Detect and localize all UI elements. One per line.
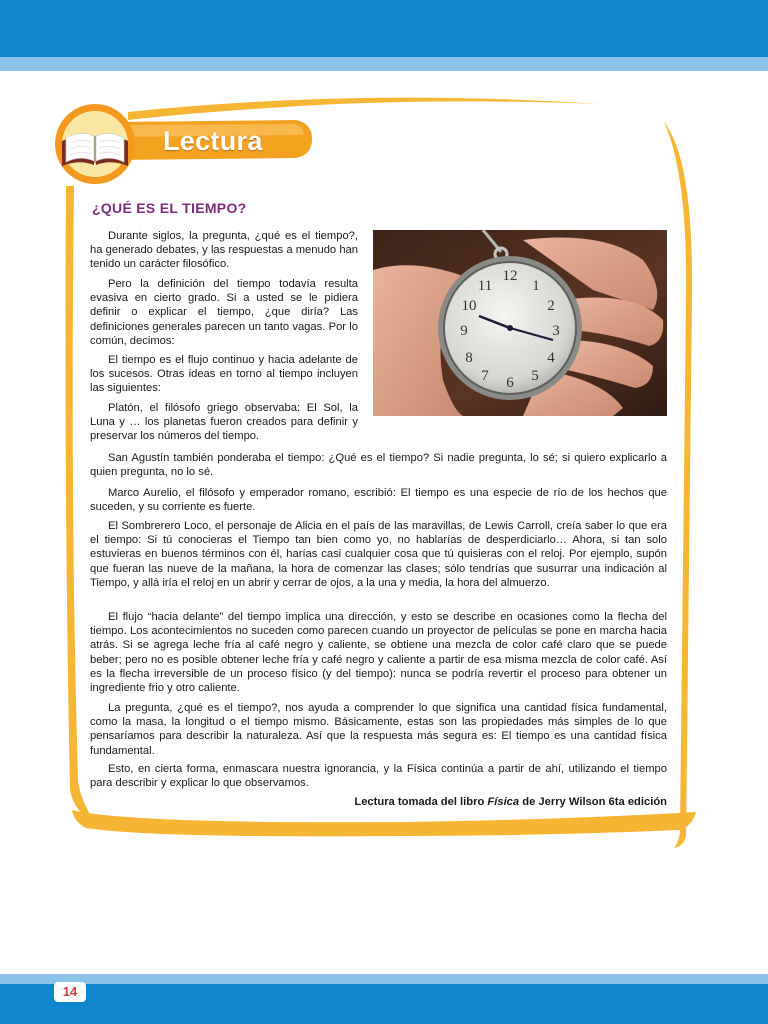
paragraph-5: San Agustín también ponderaba el tiempo: ¿Qué es el tiempo? Si nadie pregunta, lo sé; si quiero explicarlo a quien pregunta, no lo sé. [90,452,667,479]
paragraph-2: Pero la definición del tiempo todavía resulta evasiva en cierto grado. Si a usted se le pidiera definir o explicar el tiempo, ¿que diría? Las definiciones generales parecen un tanto vagas. Por lo común, decimos: [90,278,358,347]
paragraph-10: Esto, en cierta forma, enmascara nuestra ignorancia, y la Física continúa a partir de ahí, utilizando el tiempo para describir y explicar lo que observamos. [90,763,667,790]
svg-text:7: 7 [481,368,489,384]
reading-title: Lectura [163,126,263,156]
svg-text:10: 10 [461,298,477,314]
svg-text:3: 3 [552,323,560,339]
svg-text:1: 1 [532,278,540,294]
page-number: 14 [54,982,86,1002]
credit-book-title: Física [487,796,520,808]
svg-text:9: 9 [460,323,468,339]
svg-text:4: 4 [547,350,555,366]
svg-text:12: 12 [502,268,518,284]
paragraph-7: El Sombrerero Loco, el personaje de Alicia en el país de las maravillas, de Lewis Carroll, creía saber lo que era el tiempo: Si tú conocieras el Tiempo tan bien como yo, no hablarías de desperdiciarlo… Ahora, si tan solo estuvieras en buenos términos con él, harías casi cualquier cosa que tú quisieras con el reloj. Por ejemplo, supón que fueran las nueve de la mañana, la hora de comenzar las clases; sólo tendrías que susurrar una indicación al Tiempo, y allá iría el reloj en un abrir y cerrar de ojos, a la una y media, la hora del almuerzo. [90,520,667,589]
svg-text:2: 2 [547,298,555,314]
credit-prefix: Lectura tomada del libro [354,796,488,808]
section-title: ¿QUÉ ES EL TIEMPO? [92,200,247,216]
paragraph-8: El flujo “hacia delante” del tiempo implica una dirección, y esto se describe en ocasiones como la flecha del tiempo. Los acontecimientos no suceden como parecen cuando un proyector de películas se pone en marcha hacia atrás. Si se agrega leche fría al café negro y caliente, se obtiene una mezcla de color café claro que se puede beber; pero no es posible obtener leche fría y café negro y caliente a partir de esa misma mezcla de color café. Así es la flecha irreversible de un proceso físico (y del tiempo): nunca se podría revertir el proceso para obtener un ingrediente frio y otro caliente. [90,611,667,695]
footer-band [0,984,768,1024]
svg-text:8: 8 [465,350,473,366]
source-credit [90,796,667,808]
footer-band-light [0,974,768,984]
paragraph-1: Durante siglos, la pregunta, ¿qué es el tiempo?, ha generado debates, y las respuestas a menudo han tenido un carácter filosófico. [90,230,358,271]
pocket-watch-photo [373,230,667,416]
open-book-icon [62,133,128,166]
paragraph-3: El tiempo es el flujo continuo y hacia adelante de los sucesos. Otras ideas en torno al tiempo incluyen las siguientes: [90,354,358,395]
svg-text:6: 6 [506,375,514,391]
paragraph-9: La pregunta, ¿qué es el tiempo?, nos ayuda a comprender lo que significa una cantidad física fundamental, como la masa, la longitud o el tiempo mismo. Básicamente, estas son las propiedades más simples de lo que pensaríamos para describir la naturaleza. Así que la respuesta más segura es: El tiempo es una cantidad física fundamental. [90,702,667,757]
paragraph-6: Marco Aurelio, el filósofo y emperador romano, escribió: El tiempo es una especie de río de los hechos que suceden, y su corriente es fuerte. [90,487,667,514]
credit-suffix: de Jerry Wilson 6ta edición [519,796,667,808]
svg-text:11: 11 [477,278,493,294]
paragraph-4: Platón, el filósofo griego observaba: El Sol, la Luna y … los planetas fueron creados para definir y preservar los números del tiempo. [90,402,358,443]
svg-text:5: 5 [531,368,539,384]
